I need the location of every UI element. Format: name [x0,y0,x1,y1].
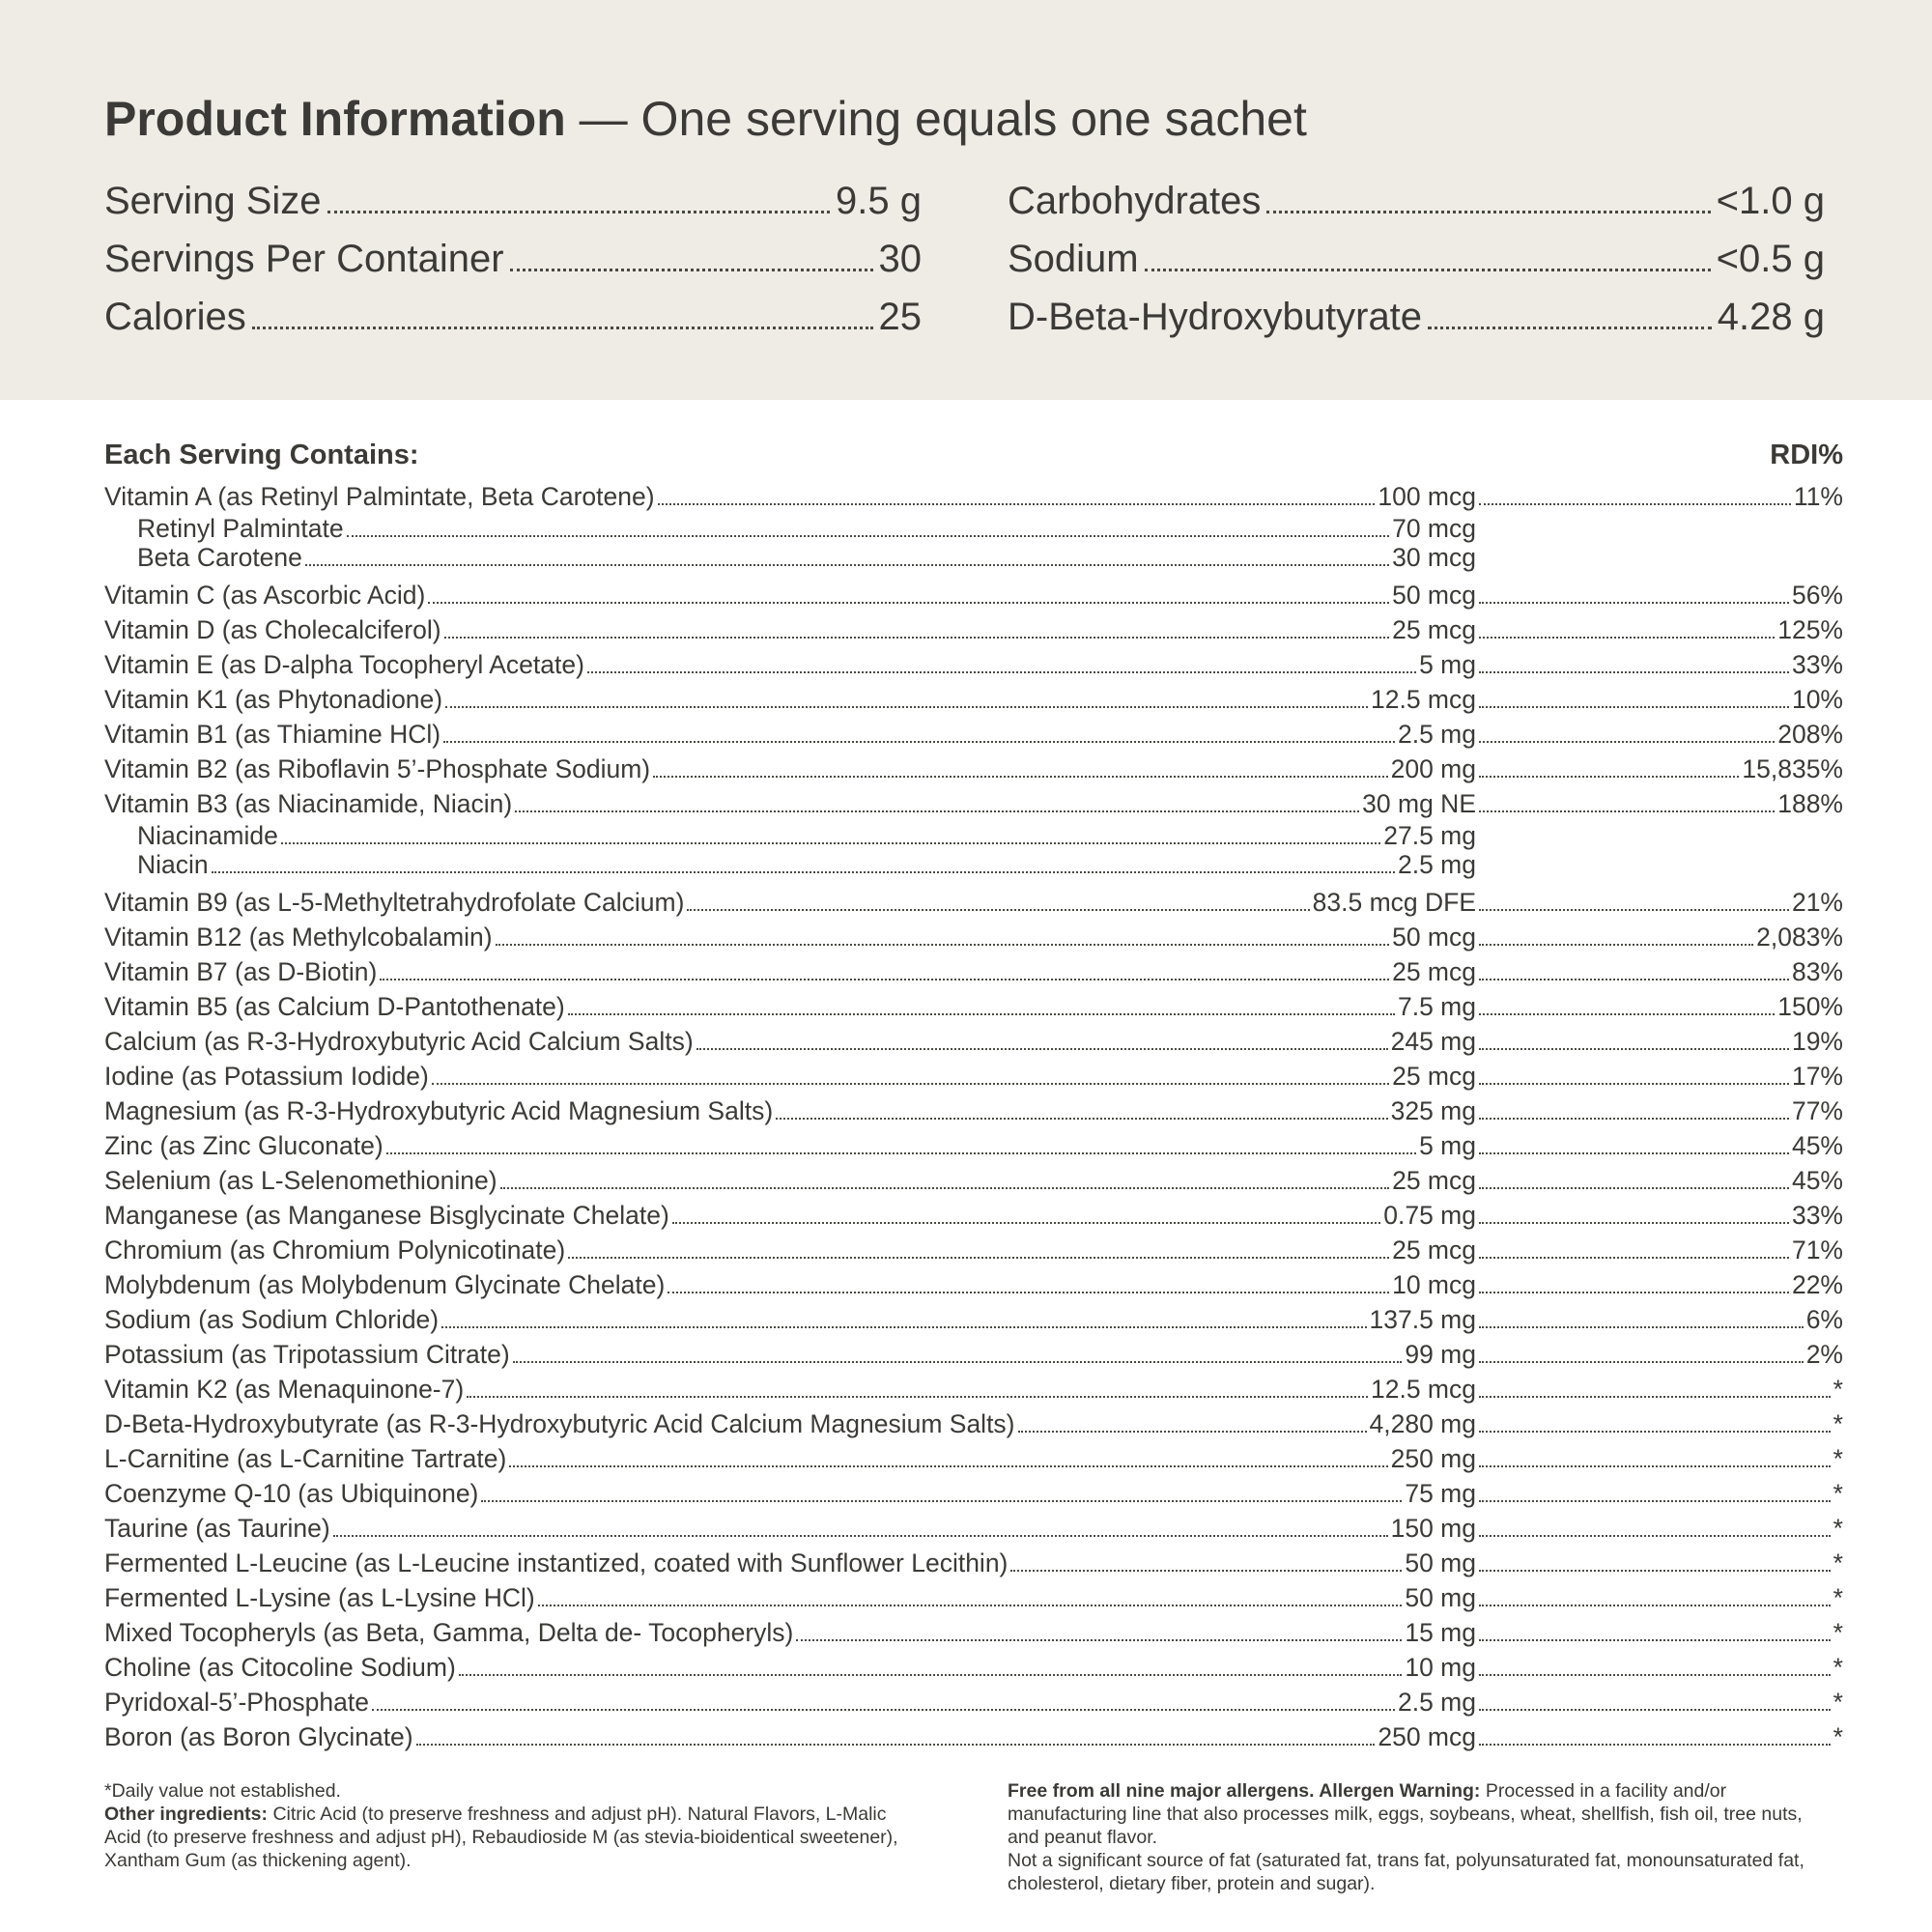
rdi-cell [1476,1024,1843,1059]
nutrient-amount: 50 mcg [1392,581,1476,610]
other-ingredients-text: Citric Acid (to preserve freshness and adjust pH). Natural Flavors, L-Malic Acid (to preserve freshness and adjust pH), Rebaudioside M (as stevia-bioidentical sweetener), Xantham Gum (as thickening agent). [104,1804,898,1871]
nutrient-rdi: * [1833,1688,1843,1717]
nutrient-name: Retinyl Palmintate [137,514,344,543]
dot-leader [513,1361,1403,1363]
nutrient-rdi: 45% [1791,1131,1843,1160]
dot-leader [1479,1674,1831,1676]
nutrient-name: Vitamin B12 (as Methylcobalamin) [104,923,493,952]
dot-leader [428,602,1389,604]
nutrient-amount: 100 mcg [1378,482,1476,511]
nutrient-name: Pyridoxal-5’-Phosphate [104,1688,369,1717]
dot-leader [1479,602,1789,604]
dot-leader [500,1187,1390,1189]
dot-leader [1479,503,1791,505]
nutrient-amount: 25 mcg [1392,1236,1476,1264]
dot-leader [496,944,1389,946]
dot-leader [305,564,1389,566]
summary-value: <0.5 g [1716,238,1825,280]
dot-leader [509,1465,1387,1467]
dot-leader [441,1326,1366,1328]
dot-leader [1479,1431,1831,1433]
rdi-cell [1476,1719,1843,1754]
nutrient-amount: 25 mcg [1392,957,1476,986]
nutrient-row [104,920,1843,954]
dot-leader [1479,1048,1789,1050]
summary-row [104,288,922,346]
other-ingredients-label: Other ingredients: [104,1804,269,1825]
nutrient-row [104,1650,1843,1685]
dot-leader [1479,1605,1831,1606]
nutrient-amount: 25 mcg [1392,1166,1476,1195]
nutrient-amount: 30 mg NE [1362,789,1476,818]
nutrient-rdi: 33% [1791,1201,1843,1230]
rdi-cell [1476,1128,1843,1163]
nutrient-row [104,786,1843,821]
nutrient-rdi: 45% [1791,1166,1843,1195]
rdi-cell [1476,647,1843,682]
nutrient-row [104,1476,1843,1511]
nutrient-rdi: 56% [1791,581,1843,610]
nutrient-rdi: * [1833,1653,1843,1682]
dot-leader [1479,1361,1804,1363]
nutrient-row [104,479,1843,514]
dot-leader [1479,909,1789,911]
summary-row [104,172,922,230]
nutrient-amount: 137.5 mg [1369,1305,1476,1334]
dot-leader [1479,1257,1789,1259]
nutrient-amount: 10 mg [1405,1653,1476,1682]
nutrient-name: Vitamin K2 (as Menaquinone-7) [104,1375,465,1404]
summary-right-column [1008,172,1825,346]
nutrient-rdi: 11% [1793,482,1843,511]
nutrient-row [104,1094,1843,1128]
dot-leader [445,706,1368,708]
rdi-cell [1476,1267,1843,1302]
dot-leader [587,671,1416,673]
nutrient-amount: 27.5 mg [1383,821,1476,850]
nutrient-name: Selenium (as L-Selenomethionine) [104,1166,497,1195]
rdi-heading: RDI% [1770,440,1843,470]
dot-leader [1479,1500,1831,1502]
dot-leader [1266,211,1710,213]
nutrient-name: Iodine (as Potassium Iodide) [104,1062,429,1091]
nutrient-subrow [104,821,1843,850]
nutrient-subrow [104,514,1843,543]
nutrient-name: Potassium (as Tripotassium Citrate) [104,1340,510,1369]
nutrient-amount: 7.5 mg [1397,992,1476,1021]
dot-leader [1479,1709,1831,1711]
dot-leader [687,909,1309,911]
nutrient-name: Niacinamide [137,821,278,850]
summary-label: D-Beta-Hydroxybutyrate [1008,296,1423,338]
rdi-cell [1476,1094,1843,1128]
dot-leader [515,810,1359,812]
dot-leader [568,1013,1395,1015]
nutrient-name: Niacin [137,850,209,879]
summary-value: 4.28 g [1717,296,1825,338]
nutrient-name: Vitamin B7 (as D-Biotin) [104,957,378,986]
nutrient-rdi: 208% [1777,720,1843,749]
nutrient-amount: 12.5 mcg [1370,1375,1476,1404]
dot-leader [443,741,1395,743]
dot-leader [1428,327,1712,329]
nutrient-amount: 2.5 mg [1397,1688,1476,1717]
nutrient-rdi: * [1833,1514,1843,1543]
rdi-cell [1476,612,1843,647]
nutrient-amount: 99 mg [1405,1340,1476,1369]
dot-leader [568,1257,1389,1259]
nutrient-row [104,1406,1843,1441]
dot-leader [668,1292,1389,1293]
nutrient-row [104,1511,1843,1546]
rdi-cell [1476,1337,1843,1372]
summary-label: Servings Per Container [104,238,504,280]
rdi-cell [1476,1302,1843,1337]
nutrient-amount: 2.5 mg [1397,850,1476,879]
rdi-cell [1476,786,1843,821]
dot-leader [1145,269,1711,271]
nutrient-name: Vitamin B9 (as L-5-Methyltetrahydrofolate Calcium) [104,888,685,917]
rdi-cell [1476,954,1843,989]
dot-leader [380,979,1389,980]
dot-leader [1479,1535,1831,1537]
nutrient-name: Choline (as Citocoline Sodium) [104,1653,456,1682]
nutrient-name: Coenzyme Q-10 (as Ubiquinone) [104,1479,479,1508]
dot-leader [776,1118,1387,1120]
summary-label: Calories [104,296,246,338]
nutrient-rdi: * [1833,1618,1843,1647]
page-title [104,85,1307,153]
rdi-cell [1476,682,1843,717]
nutrient-name: Fermented L-Leucine (as L-Leucine instantized, coated with Sunflower Lecithin) [104,1548,1009,1577]
footnotes-right [1008,1779,1838,1895]
nutrient-subrow [104,850,1843,879]
dot-leader [538,1605,1403,1606]
rdi-cell [1476,717,1843,752]
nutrient-rdi: * [1833,1375,1843,1404]
product-information-band [0,0,1932,400]
rdi-cell [1476,1546,1843,1580]
summary-row [1008,288,1825,346]
nutrient-amount: 50 mg [1405,1548,1476,1577]
nutrient-row [104,1267,1843,1302]
summary-row [104,230,922,288]
nutrient-row [104,989,1843,1024]
rdi-cell [1476,1441,1843,1476]
dot-leader [1010,1570,1402,1572]
nutrient-row [104,612,1843,647]
dot-leader [1479,1083,1789,1085]
rdi-cell [1476,1372,1843,1406]
nutrient-amount: 250 mg [1390,1444,1476,1473]
summary-label: Sodium [1008,238,1139,280]
nutrient-amount: 70 mcg [1392,514,1476,543]
rdi-cell [1476,752,1843,786]
nutrient-name: Vitamin B5 (as Calcium D-Pantothenate) [104,992,565,1021]
nutrient-rdi: 33% [1791,650,1843,679]
nutrient-amount: 83.5 mcg DFE [1312,888,1476,917]
nutrient-rdi: 2,083% [1756,923,1843,952]
rdi-cell [1476,1059,1843,1094]
title-subtitle: — One serving equals one sachet [565,92,1307,146]
nutrient-row [104,647,1843,682]
nutrient-row [104,1441,1843,1476]
dot-leader [372,1709,1395,1711]
nutrient-amount: 250 mcg [1378,1722,1476,1751]
nutrient-name: Calcium (as R-3-Hydroxybutyric Acid Calcium Salts) [104,1027,694,1056]
nutrient-row [104,1198,1843,1233]
dot-leader [432,1083,1389,1085]
nutrient-name: L-Carnitine (as L-Carnitine Tartrate) [104,1444,507,1473]
nutrient-name: Magnesium (as R-3-Hydroxybutyric Acid Magnesium Salts) [104,1096,774,1125]
nutrient-rdi: * [1833,1583,1843,1612]
summary-label: Serving Size [104,180,322,222]
nutrient-amount: 5 mg [1419,650,1476,679]
nutrient-name: Boron (as Boron Glycinate) [104,1722,413,1751]
summary-label: Carbohydrates [1008,180,1262,222]
nutrient-rdi: 125% [1777,615,1843,644]
nutrient-name: Mixed Tocopheryls (as Beta, Gamma, Delta de- Tocopheryls) [104,1618,794,1647]
nutrient-name: Zinc (as Zinc Gluconate) [104,1131,384,1160]
nutrient-rdi: 83% [1791,957,1843,986]
allergen-label: Free from all nine major allergens. Allergen Warning: [1008,1780,1481,1802]
dot-leader [333,1535,1388,1537]
nutrient-name: Vitamin D (as Cholecalciferol) [104,615,441,644]
nutrient-row [104,1163,1843,1198]
nutrient-row [104,1372,1843,1406]
rdi-cell [1476,1233,1843,1267]
nutrient-amount: 2.5 mg [1397,720,1476,749]
nutrient-row [104,1233,1843,1267]
nutrient-rdi: 21% [1791,888,1843,917]
nutrient-name: Fermented L-Lysine (as L-Lysine HCl) [104,1583,535,1612]
panel-header [104,433,1843,477]
dot-leader [212,871,1395,873]
rdi-cell [1476,1615,1843,1650]
rdi-cell [1476,1406,1843,1441]
dot-leader [281,842,1380,844]
nutrient-row [104,1580,1843,1615]
dot-leader [327,211,830,213]
rdi-cell [1476,989,1843,1024]
summary-left-column [104,172,922,346]
nutrient-row [104,1337,1843,1372]
nutrient-amount: 4,280 mg [1369,1409,1476,1438]
nutrient-rdi: * [1833,1479,1843,1508]
dot-leader [1479,979,1789,980]
panel-heading: Each Serving Contains: [104,440,419,470]
nutrient-row [104,717,1843,752]
nutrient-amount: 325 mg [1390,1096,1476,1125]
dot-leader [658,503,1376,505]
nutrient-row [104,1546,1843,1580]
nutrient-name: Vitamin B1 (as Thiamine HCl) [104,720,441,749]
rdi-cell [1476,1163,1843,1198]
nutrient-rdi: * [1833,1409,1843,1438]
dot-leader [1479,741,1775,743]
dot-leader [444,637,1390,639]
nutrient-name: Manganese (as Manganese Bisglycinate Chelate) [104,1201,669,1230]
nutrient-rdi: 15,835% [1742,754,1843,783]
nutrient-row [104,1685,1843,1719]
nutrient-amount: 15 mg [1405,1618,1476,1647]
rdi-cell [1476,479,1843,514]
allergen-warning [1008,1779,1838,1849]
nutrient-amount: 50 mg [1405,1583,1476,1612]
nutrient-amount: 5 mg [1419,1131,1476,1160]
nutrient-rdi: 2% [1805,1340,1843,1369]
nutrient-row [104,1128,1843,1163]
title-bold: Product Information [104,92,566,146]
summary-value: <1.0 g [1716,180,1825,222]
dot-leader [1479,1152,1789,1154]
nutrient-rdi: * [1833,1722,1843,1751]
nutrient-rdi: * [1833,1444,1843,1473]
nutrient-rdi: 77% [1791,1096,1843,1125]
allergen-text: Processed in a facility and/or manufacturing line that also processes milk, eggs, soybeans, wheat, shellfish, fish oil, tree nuts, and peanut flavor. [1008,1780,1803,1848]
nutrient-rdi: 6% [1805,1305,1843,1334]
nutrient-list [104,479,1843,1754]
nutrient-row [104,682,1843,717]
dot-leader [1479,776,1739,778]
rdi-cell [1476,1476,1843,1511]
rdi-cell [1476,920,1843,954]
nutrient-row [104,1615,1843,1650]
dot-leader [1479,706,1789,708]
dot-leader [481,1500,1402,1502]
nutrient-name: Vitamin A (as Retinyl Palmintate, Beta Carotene) [104,482,655,511]
nutrient-rdi: 188% [1777,789,1843,818]
summary-value: 30 [878,238,922,280]
dot-leader [510,269,873,271]
rdi-cell [1476,1511,1843,1546]
nutrient-name: Beta Carotene [137,543,302,572]
nutrient-name: Chromium (as Chromium Polynicotinate) [104,1236,566,1264]
dot-leader [467,1396,1368,1398]
dot-leader [796,1639,1402,1641]
nutrient-name: Sodium (as Sodium Chloride) [104,1305,440,1334]
rdi-cell [1476,578,1843,612]
dot-leader [1479,637,1775,639]
nutrient-subrow [104,543,1843,572]
nutrient-name: Vitamin C (as Ascorbic Acid) [104,581,426,610]
nutrient-amount: 245 mg [1390,1027,1476,1056]
dot-leader [1479,1465,1831,1467]
nutrient-amount: 25 mcg [1392,615,1476,644]
rdi-cell [1476,1580,1843,1615]
nutrient-amount: 150 mg [1390,1514,1476,1543]
nutrient-row [104,1719,1843,1754]
nutrient-name: Vitamin E (as D-alpha Tocopheryl Acetate) [104,650,584,679]
dot-leader [347,535,1390,537]
dot-leader [1479,1396,1831,1398]
footnotes-left [104,1779,925,1872]
nutrient-name: D-Beta-Hydroxybutyrate (as R-3-Hydroxybutyric Acid Calcium Magnesium Salts) [104,1409,1015,1438]
dot-leader [252,327,873,329]
summary-row [1008,230,1825,288]
nutrient-row [104,1059,1843,1094]
nutrient-rdi: 71% [1791,1236,1843,1264]
nutrient-rdi: 150% [1777,992,1843,1021]
nutrient-row [104,1302,1843,1337]
dot-leader [1479,944,1753,946]
dot-leader [1479,1570,1831,1572]
nutrient-row [104,1024,1843,1059]
fat-note: Not a significant source of fat (saturated fat, trans fat, polyunsaturated fat, monounsaturated fat, cholesterol, dietary fiber, protein and sugar). [1008,1850,1804,1894]
dot-leader [653,776,1387,778]
dot-leader [1479,1744,1831,1746]
summary-value: 9.5 g [836,180,922,222]
nutrient-rdi: 19% [1791,1027,1843,1056]
nutrient-amount: 50 mcg [1392,923,1476,952]
nutrient-amount: 10 mcg [1392,1270,1476,1299]
rdi-cell [1476,1650,1843,1685]
nutrient-rdi: 10% [1791,685,1843,714]
dot-leader [1479,1639,1831,1641]
nutrient-rdi: 17% [1791,1062,1843,1091]
nutrient-name: Vitamin B2 (as Riboflavin 5’-Phosphate Sodium) [104,754,651,783]
nutrient-row [104,954,1843,989]
rdi-cell [1476,1198,1843,1233]
dot-leader [1479,671,1789,673]
nutrient-name: Vitamin K1 (as Phytonadione) [104,685,443,714]
nutrient-name: Taurine (as Taurine) [104,1514,330,1543]
nutrient-amount: 200 mg [1390,754,1476,783]
nutrient-amount: 30 mcg [1392,543,1476,572]
dot-leader [672,1222,1380,1224]
nutrient-name: Vitamin B3 (as Niacinamide, Niacin) [104,789,513,818]
dot-leader [386,1152,1416,1154]
dot-leader [1479,1222,1789,1224]
dot-leader [1479,1187,1789,1189]
dot-leader [459,1674,1403,1676]
dot-leader [1479,810,1775,812]
nutrient-row [104,578,1843,612]
dot-leader [1018,1431,1367,1433]
nutrient-rdi: * [1833,1548,1843,1577]
nutrient-amount: 25 mcg [1392,1062,1476,1091]
rdi-cell [1476,1685,1843,1719]
dot-leader [1479,1118,1789,1120]
nutrient-amount: 75 mg [1405,1479,1476,1508]
nutrient-amount: 12.5 mcg [1370,685,1476,714]
nutrient-panel [104,433,1843,1754]
summary-value: 25 [878,296,922,338]
dot-leader [416,1744,1376,1746]
summary-row [1008,172,1825,230]
nutrient-amount: 0.75 mg [1383,1201,1476,1230]
nutrient-name: Molybdenum (as Molybdenum Glycinate Chelate) [104,1270,666,1299]
dot-leader [1479,1013,1775,1015]
other-ingredients [104,1803,925,1872]
rdi-cell [1476,885,1843,920]
nutrient-row [104,752,1843,786]
dot-leader [1479,1292,1789,1293]
daily-value-note: *Daily value not established. [104,1780,341,1802]
nutrient-row [104,885,1843,920]
dot-leader [696,1048,1388,1050]
dot-leader [1479,1326,1804,1328]
nutrient-rdi: 22% [1791,1270,1843,1299]
